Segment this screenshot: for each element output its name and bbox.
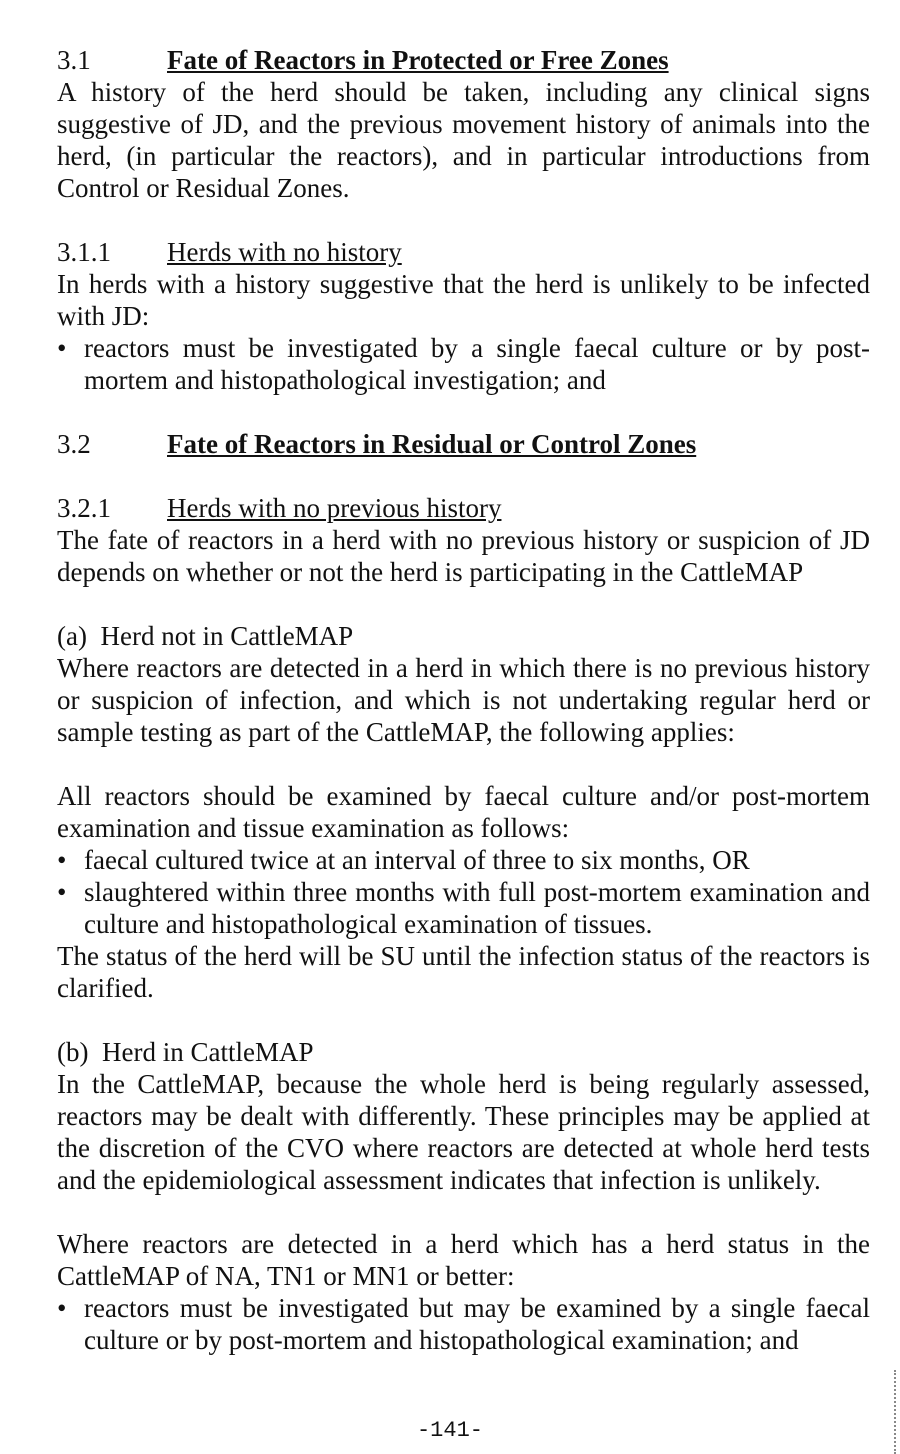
section-title: Fate of Reactors in Residual or Control Zones xyxy=(167,429,697,459)
section-3-1-1-body: In herds with a history suggestive that the herd is unlikely to be infected with JD: xyxy=(57,269,870,331)
section-3-2-1-heading xyxy=(57,492,870,524)
subsection-a-body-2: All reactors should be examined by faecal culture and/or post-mortem examination and tissue examination as follows: xyxy=(57,781,870,843)
section-3-1-1-heading xyxy=(57,236,870,268)
section-number: 3.2.1 xyxy=(57,493,111,523)
page-number: -141- xyxy=(416,1418,483,1443)
subsection-b-body-2: Where reactors are detected in a herd which has a herd status in the CattleMAP of NA, TN1 or MN1 or better: xyxy=(57,1229,870,1291)
bullet-item: • slaughtered within three months with full post-mortem examination and culture and histopathological examination of tissues. xyxy=(57,876,870,940)
section-title: Fate of Reactors in Protected or Free Zones xyxy=(167,45,669,75)
section-title: Herds with no history xyxy=(167,237,402,267)
section-3-1-heading xyxy=(57,44,870,76)
section-number: 3.2 xyxy=(57,429,91,459)
section-3-2-heading xyxy=(57,428,870,460)
bullet-item: • reactors must be investigated but may be examined by a single faecal culture or by post-mortem and histopathological examination; and xyxy=(57,1292,870,1356)
section-number: 3.1.1 xyxy=(57,237,111,267)
document-page xyxy=(57,44,870,1356)
bullet-item: • faecal cultured twice at an interval of three to six months, OR xyxy=(57,844,870,876)
section-number: 3.1 xyxy=(57,45,91,75)
subsection-a-body-3: The status of the herd will be SU until the infection status of the reactors is clarified. xyxy=(57,941,870,1003)
scan-edge-divider xyxy=(894,1370,897,1454)
section-3-1-body: A history of the herd should be taken, including any clinical signs suggestive of JD, and the previous movement history of animals into the herd, (in particular the reactors), and in particular introductions from Control or Residual Zones. xyxy=(57,77,870,203)
subsection-a-body: Where reactors are detected in a herd in which there is no previous history or suspicion of infection, and which is not undertaking regular herd or sample testing as part of the CattleMAP, the following applies: xyxy=(57,653,870,747)
section-3-2-1-body: The fate of reactors in a herd with no previous history or suspicion of JD depends on whether or not the herd is participating in the CattleMAP xyxy=(57,525,870,587)
subsection-b-bullets xyxy=(57,1292,870,1356)
subsection-b-body: In the CattleMAP, because the whole herd is being regularly assessed, reactors may be dealt with differently. These principles may be applied at the discretion of the CVO where reactors are detected at whole herd tests and the epidemiological assessment indicates that infection is unlikely. xyxy=(57,1069,870,1195)
subsection-b-heading: (b) Herd in CattleMAP xyxy=(57,1037,314,1067)
bullet-item: • reactors must be investigated by a single faecal culture or by post-mortem and histopathological investigation; and xyxy=(57,332,870,396)
section-title: Herds with no previous history xyxy=(167,493,502,523)
subsection-a-heading: (a) Herd not in CattleMAP xyxy=(57,621,354,651)
section-3-1-1-bullets xyxy=(57,332,870,396)
subsection-a-bullets xyxy=(57,844,870,940)
